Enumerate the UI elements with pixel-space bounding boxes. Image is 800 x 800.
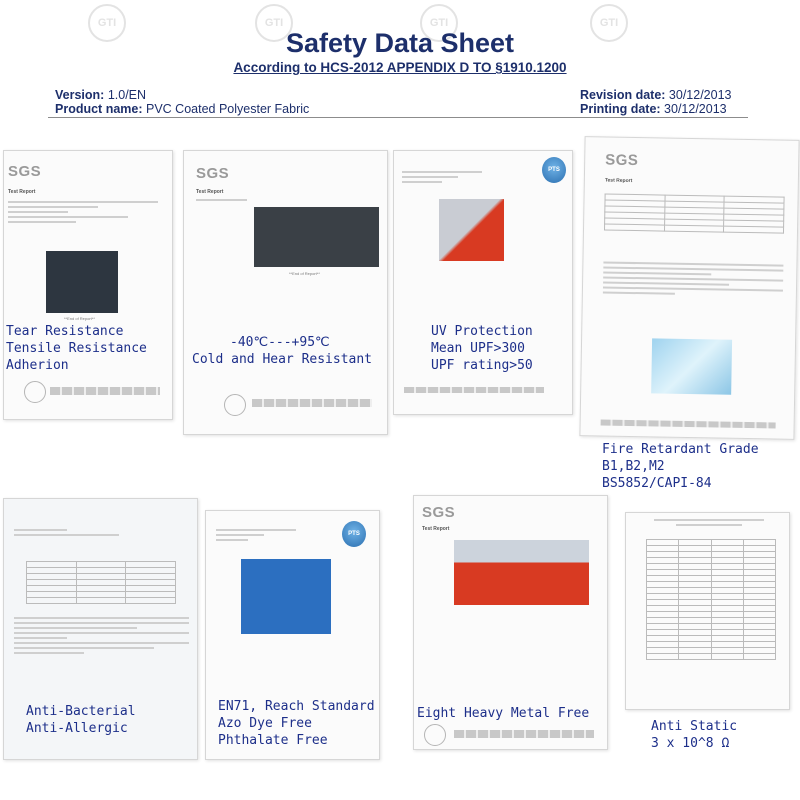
report-stamp (224, 394, 246, 416)
sgs-logo: SGS (196, 165, 230, 182)
caption-antibac: Anti-Bacterial Anti-Allergic (26, 704, 136, 736)
doc-static-report (625, 512, 790, 710)
pts-logo-icon: PTS (542, 157, 566, 183)
product-line (55, 102, 309, 116)
report-stamp (24, 381, 46, 403)
report-stamp (424, 724, 446, 746)
test-report-label: Test Report (604, 177, 633, 184)
version-line (55, 88, 146, 102)
report-footer (252, 399, 372, 407)
report-footer (50, 387, 160, 395)
doc-tear-report (3, 150, 173, 420)
watermark-logo: GTI (590, 4, 628, 42)
red-fabric-sample (454, 540, 589, 605)
watermark-logo: GTI (420, 4, 458, 42)
report-footer (601, 419, 776, 428)
caption-tear: Tear Resistance Tensile Resistance Adherion (6, 324, 147, 373)
sgs-logo: SGS (605, 151, 639, 170)
caption-metal: Eight Heavy Metal Free (417, 706, 590, 721)
product-label: Product name: (55, 102, 143, 116)
report-footer (454, 730, 594, 738)
revision-label: Revision date: (580, 88, 666, 102)
report-text (14, 529, 189, 539)
report-text (8, 201, 158, 226)
printing-line (580, 102, 727, 116)
watermark-logo: GTI (88, 4, 126, 42)
revision-value: 30/12/2013 (668, 88, 732, 102)
sgs-logo: SGS (422, 504, 456, 521)
doc-uv-report (393, 150, 573, 415)
header-divider (48, 117, 748, 118)
page-subtitle: According to HCS-2012 APPENDIX D TO §1910.1200 (233, 60, 567, 75)
printing-value: 30/12/2013 (664, 102, 727, 116)
printing-label: Printing date: (580, 102, 661, 116)
caption-fire: Fire Retardant Grade B1,B2,M2 BS5852/CAPI-84 (602, 442, 759, 491)
watermark-logo: GTI (255, 4, 293, 42)
doc-cold-report (183, 150, 388, 435)
result-table (26, 561, 176, 604)
report-text (216, 529, 296, 544)
caption-en71: EN71, Reach Standard Azo Dye Free Phthalate Free (218, 699, 375, 748)
end-of-report: **End of Report** (64, 316, 95, 321)
report-text (603, 261, 784, 299)
report-text (402, 171, 482, 186)
test-report-label: Test Report (422, 526, 450, 532)
result-table (646, 539, 776, 660)
report-text (14, 617, 189, 657)
sgs-logo: SGS (8, 163, 42, 180)
caption-uv: UV Protection Mean UPF>300 UPF rating>50 (431, 324, 533, 373)
end-of-report: **End of Report** (289, 271, 320, 276)
version-value: 1.0/EN (107, 88, 147, 102)
dark-fabric-sample (46, 251, 118, 313)
report-text (196, 199, 366, 204)
page-title: Safety Data Sheet (285, 28, 515, 58)
red-grey-fabric-sample (439, 199, 504, 261)
version-label: Version: (55, 88, 105, 102)
report-text (654, 519, 764, 529)
test-report-label: Test Report (196, 189, 224, 195)
caption-static: Anti Static 3 x 10^8 Ω (651, 719, 738, 751)
test-report-label: Test Report (8, 189, 36, 195)
pts-logo-icon: PTS (342, 521, 366, 547)
clear-fabric-sample (651, 338, 732, 394)
doc-fire-report (579, 136, 799, 440)
dark-fabric-sample (254, 207, 379, 267)
blue-fabric-sample (241, 559, 331, 634)
report-footer (404, 387, 544, 393)
result-table (604, 194, 785, 234)
revision-line (580, 88, 731, 102)
product-value: PVC Coated Polyester Fabric (146, 102, 310, 116)
caption-cold: -40℃---+95℃ Cold and Hear Resistant (192, 335, 373, 367)
